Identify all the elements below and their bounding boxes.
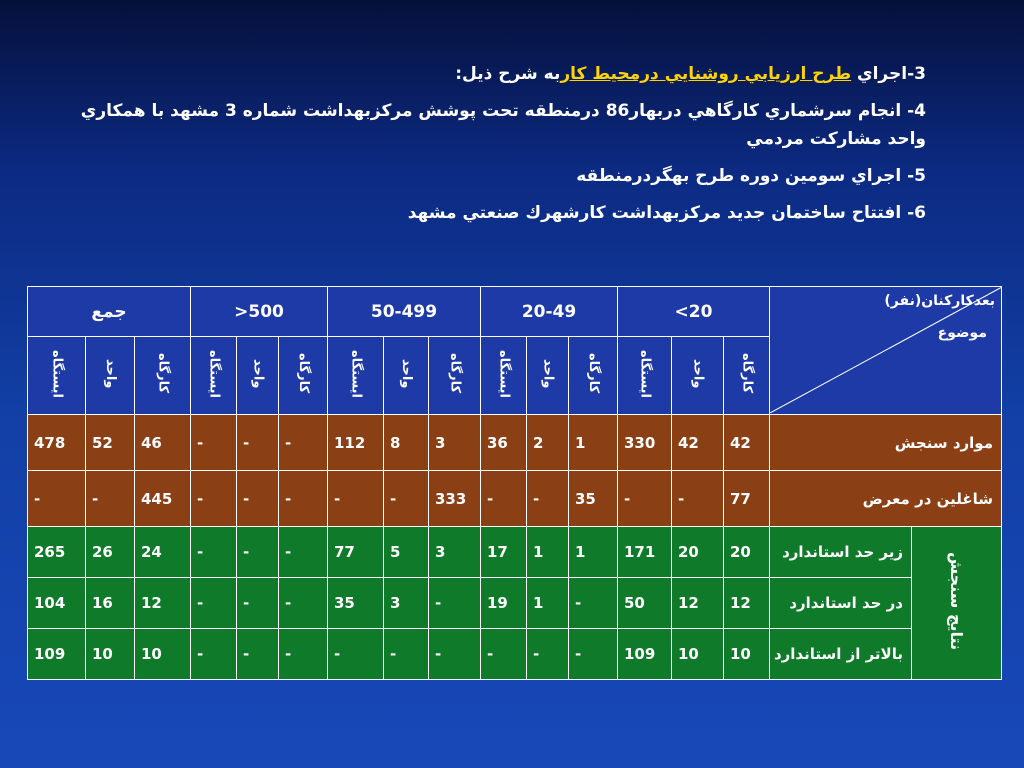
lighting-table xyxy=(27,286,1002,680)
table-cell: - xyxy=(237,415,279,471)
subheader-cell xyxy=(384,337,429,415)
results-label xyxy=(912,527,1002,680)
table-cell: - xyxy=(481,471,527,527)
subheader-cell xyxy=(135,337,191,415)
table-row xyxy=(28,629,1002,680)
subheader-cell xyxy=(724,337,770,415)
table-cell: 171 xyxy=(618,527,672,578)
group-header: جمع xyxy=(28,287,191,337)
table-cell: - xyxy=(86,471,135,527)
table-cell: 77 xyxy=(328,527,384,578)
table-cell: - xyxy=(279,578,328,629)
table-cell: 77 xyxy=(724,471,770,527)
row-label: بالاتر از استاندارد xyxy=(770,629,912,680)
subheader-cell xyxy=(672,337,724,415)
subheader-label: ايستگاه xyxy=(637,349,653,398)
table-cell: 8 xyxy=(384,415,429,471)
table-cell: 330 xyxy=(618,415,672,471)
table-cell: 16 xyxy=(86,578,135,629)
table-cell: - xyxy=(569,578,618,629)
table-cell: 52 xyxy=(86,415,135,471)
table-cell: 35 xyxy=(569,471,618,527)
table-cell: - xyxy=(618,471,672,527)
table-cell: - xyxy=(569,629,618,680)
row-label: موارد سنجش xyxy=(770,415,1002,471)
table-cell: 478 xyxy=(28,415,86,471)
subheader-cell xyxy=(191,337,237,415)
subheader-cell xyxy=(237,337,279,415)
table-cell: - xyxy=(429,629,481,680)
table-cell: 24 xyxy=(135,527,191,578)
subheader-cell xyxy=(279,337,328,415)
table-cell: 265 xyxy=(28,527,86,578)
row-label: در حد استاندارد xyxy=(770,578,912,629)
table-cell: - xyxy=(328,471,384,527)
subheader-cell xyxy=(481,337,527,415)
bullet-3-prefix: 3-اجراي xyxy=(851,64,926,84)
table-cell: - xyxy=(237,527,279,578)
table-cell: - xyxy=(279,471,328,527)
table-cell: - xyxy=(279,527,328,578)
subheader-label: ايستگاه xyxy=(348,349,364,398)
table-cell: - xyxy=(481,629,527,680)
table-cell: - xyxy=(527,471,569,527)
table-cell: 1 xyxy=(569,527,618,578)
group-header: 20-49 xyxy=(481,287,618,337)
table-row xyxy=(28,471,1002,527)
table-corner-cell xyxy=(770,287,1002,415)
subheader-cell xyxy=(328,337,384,415)
table-cell: 10 xyxy=(86,629,135,680)
subheader-label: كارگاه xyxy=(155,353,171,394)
table-row xyxy=(28,527,1002,578)
table-cell: - xyxy=(28,471,86,527)
table-row xyxy=(28,578,1002,629)
bullet-3-suffix: به شرح ذيل: xyxy=(455,64,561,84)
table-cell: 109 xyxy=(618,629,672,680)
table-cell: 36 xyxy=(481,415,527,471)
table-cell: 3 xyxy=(429,415,481,471)
table-cell: 5 xyxy=(384,527,429,578)
table-cell: 104 xyxy=(28,578,86,629)
table-cell: 10 xyxy=(724,629,770,680)
table-cell: 3 xyxy=(429,527,481,578)
group-header: 50-499 xyxy=(328,287,481,337)
table-cell: 10 xyxy=(672,629,724,680)
table-cell: 109 xyxy=(28,629,86,680)
table-cell: 2 xyxy=(527,415,569,471)
table-cell: 46 xyxy=(135,415,191,471)
subheader-label: ايستگاه xyxy=(496,349,512,398)
group-header: 20> xyxy=(618,287,770,337)
table-cell: 3 xyxy=(384,578,429,629)
table-cell: - xyxy=(237,471,279,527)
table-cell: - xyxy=(429,578,481,629)
table-cell: - xyxy=(279,415,328,471)
table-cell: 35 xyxy=(328,578,384,629)
table-cell: - xyxy=(237,629,279,680)
table-cell: 20 xyxy=(672,527,724,578)
subheader-label: واحد xyxy=(540,358,556,389)
subheader-cell xyxy=(618,337,672,415)
table-cell: - xyxy=(191,415,237,471)
corner-bottom-label: موضوع xyxy=(937,325,987,341)
table-cell: 12 xyxy=(724,578,770,629)
table-cell: 20 xyxy=(724,527,770,578)
subheader-label: واحد xyxy=(103,358,118,389)
table-cell: 333 xyxy=(429,471,481,527)
subheader-cell xyxy=(527,337,569,415)
table-cell: - xyxy=(527,629,569,680)
bullet-4: 4- انجام سرشماري كارگاهي دربهار86 درمنطقه تحت پوشش مركزبهداشت شماره 3 مشهد با همكاري واحد مشاركت مردمي xyxy=(80,101,926,149)
table-cell: - xyxy=(191,527,237,578)
subheader-label: كارگاه xyxy=(739,353,755,394)
table-cell: 112 xyxy=(328,415,384,471)
table-cell: 17 xyxy=(481,527,527,578)
table-cell: 445 xyxy=(135,471,191,527)
subheader-label: واحد xyxy=(690,358,706,389)
table-cell: - xyxy=(328,629,384,680)
subheader-cell xyxy=(429,337,481,415)
subheader-label: كارگاه xyxy=(586,353,601,394)
row-label: زير حد استاندارد xyxy=(770,527,912,578)
table-cell: 10 xyxy=(135,629,191,680)
results-label-text: نتايج سنجش xyxy=(947,551,966,651)
table-cell: - xyxy=(191,629,237,680)
table-cell: 42 xyxy=(724,415,770,471)
subheader-label: كارگاه xyxy=(447,353,463,394)
table-cell: 26 xyxy=(86,527,135,578)
subheader-cell xyxy=(569,337,618,415)
table-cell: - xyxy=(384,471,429,527)
subheader-label: واحد xyxy=(399,358,414,389)
subheader-cell xyxy=(28,337,86,415)
subheader-cell xyxy=(86,337,135,415)
table-cell: 19 xyxy=(481,578,527,629)
table-cell: 42 xyxy=(672,415,724,471)
bullet-5: 5- اجراي سومين دوره طرح بهگردرمنطقه xyxy=(576,166,926,186)
bullet-3-highlight: طرح ارزيابي روشنايي درمحيط كار xyxy=(560,64,852,84)
subheader-label: ايستگاه xyxy=(206,349,222,398)
table-cell: - xyxy=(384,629,429,680)
table-cell: - xyxy=(672,471,724,527)
table-cell: 12 xyxy=(672,578,724,629)
subheader-label: كارگاه xyxy=(296,353,311,394)
table-cell: - xyxy=(279,629,328,680)
table-cell: 1 xyxy=(527,527,569,578)
bullet-6: 6- افتتاح ساختمان جديد مركزبهداشت كارشهرك صنعتي مشهد xyxy=(407,203,926,223)
corner-top-label: بعدكاركنان(نفر) xyxy=(884,293,995,309)
table-cell: - xyxy=(191,578,237,629)
table-cell: 1 xyxy=(527,578,569,629)
row-label: شاغلين در معرض xyxy=(770,471,1002,527)
table-cell: - xyxy=(237,578,279,629)
table-cell: 50 xyxy=(618,578,672,629)
lighting-table-wrap xyxy=(27,286,1002,680)
subheader-label: واحد xyxy=(250,358,266,389)
bullet-list xyxy=(60,60,926,236)
table-cell: 1 xyxy=(569,415,618,471)
table-row xyxy=(28,415,1002,471)
subheader-label: ايستگاه xyxy=(49,349,65,398)
bullet-3 xyxy=(60,60,926,88)
table-cell: 12 xyxy=(135,578,191,629)
table-cell: - xyxy=(191,471,237,527)
group-header: 500< xyxy=(191,287,328,337)
